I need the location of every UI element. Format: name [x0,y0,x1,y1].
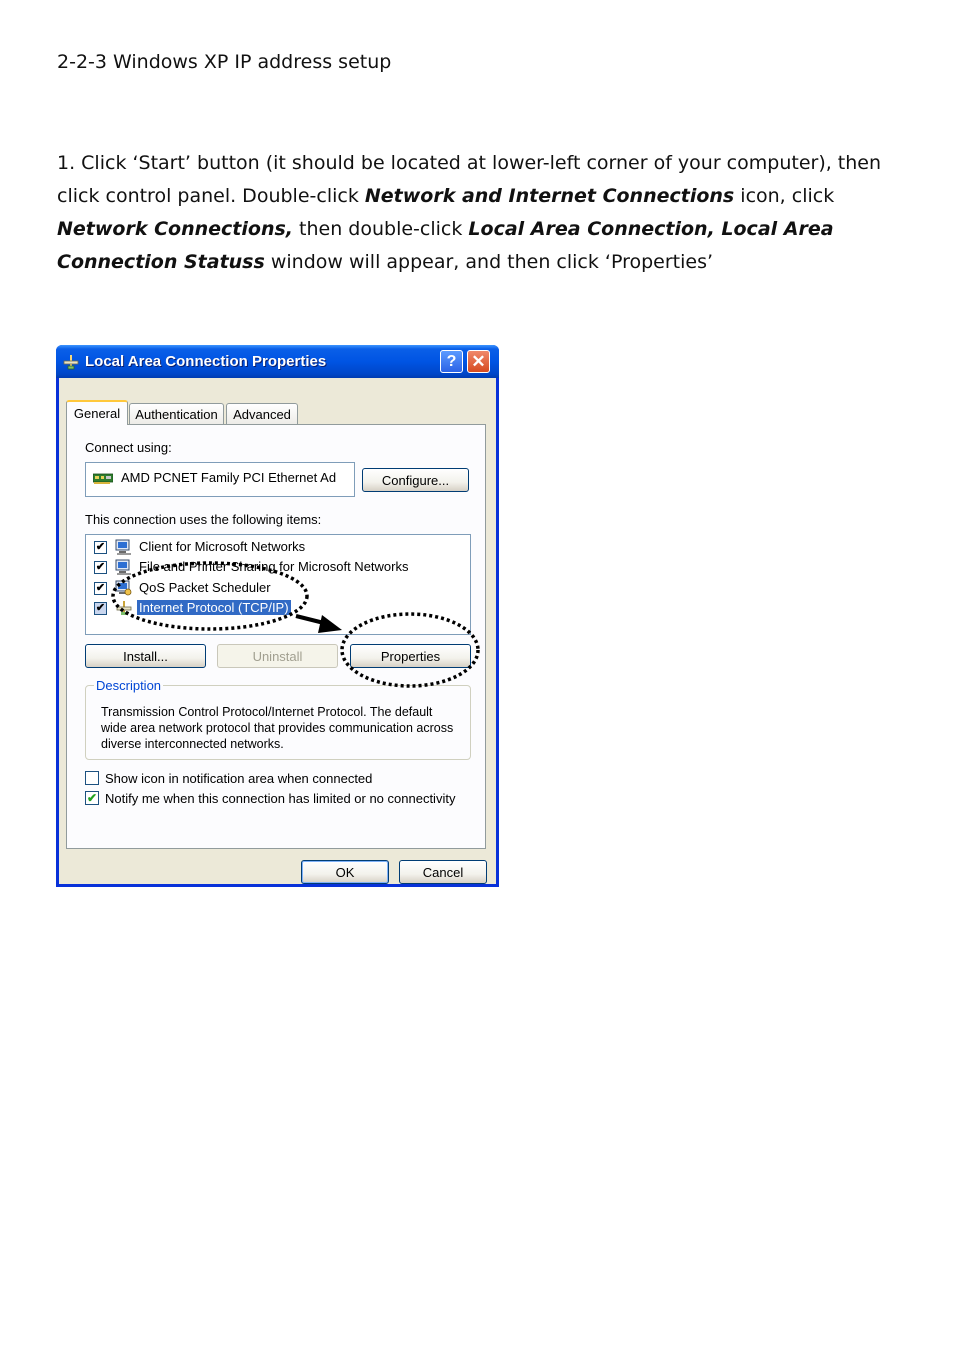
instruction-bold-3: Local Area Connection, Local Area Connection Statuss [57,218,834,273]
help-icon: ? [446,352,457,370]
item-label: Client for Microsoft Networks [139,539,306,554]
help-button[interactable] [440,350,463,373]
instruction-bold-1: Network and Internet Connections [364,185,735,207]
close-button[interactable] [467,350,490,373]
description-text: Transmission Control Protocol/Internet Protocol. The default wide area network protocol that provides communication across diverse interconnected networks. [101,705,454,751]
ok-button[interactable]: OK [301,860,389,884]
notify-checkbox[interactable]: ✔ [86,791,98,805]
instruction-text-4: window will appear, and then click ‘Properties’ [264,251,714,273]
items-label: This connection uses the following items: [85,512,322,527]
description-title: Description [96,678,162,693]
item-checkbox[interactable]: ✔ [95,582,106,594]
install-button[interactable]: Install... [85,644,206,668]
dialog-client-area [59,378,496,884]
general-tab-panel [66,424,486,849]
local-area-connection-properties-dialog [56,345,499,887]
tcp-ip-protocol-icon [115,600,133,617]
tab-authentication[interactable]: Authentication [129,403,224,425]
description-groupbox [85,678,471,760]
instruction-bold-2: Network Connections, [57,218,293,240]
tab-general[interactable]: General [66,400,128,425]
tab-advanced[interactable]: Advanced [226,403,298,425]
instruction-text-2: icon, click [734,185,835,207]
doc-instructions [57,147,907,279]
item-label-selected: Internet Protocol (TCP/IP) [139,600,289,615]
item-checkbox[interactable]: ✔ [95,541,106,553]
item-label: QoS Packet Scheduler [139,580,271,595]
item-checkbox[interactable]: ✔ [95,602,106,614]
client-network-icon [115,539,133,556]
components-list[interactable] [85,534,471,635]
adapter-field [85,462,355,497]
instruction-text-1: 1. Click ‘Start’ button (it should be located at lower-left corner of your computer), then click control panel. Double-click [57,152,882,207]
adapter-name: AMD PCNET Family PCI Ethernet Ad [121,470,337,485]
doc-heading: 2-2-3 Windows XP IP address setup [57,51,392,73]
cancel-button[interactable]: Cancel [399,860,487,884]
show-icon-checkbox[interactable] [85,771,99,785]
uninstall-button[interactable]: Uninstall [217,644,338,668]
close-icon: ✕ [471,351,486,371]
configure-button[interactable]: Configure... [362,468,469,492]
show-icon-label: Show icon in notification area when connected [105,771,373,786]
dialog-title: Local Area Connection Properties [85,353,327,370]
network-adapter-icon [93,472,113,484]
connect-using-label: Connect using: [85,440,172,455]
dialog-titlebar[interactable] [56,345,499,378]
properties-button[interactable]: Properties [350,644,471,668]
qos-scheduler-icon [115,580,133,597]
file-printer-sharing-icon [115,559,133,576]
instruction-text-3: then double-click [293,218,469,240]
item-label: File and Printer Sharing for Microsoft Networks [139,559,409,574]
item-checkbox[interactable]: ✔ [95,561,106,573]
network-connection-icon [62,354,80,370]
notify-label: Notify me when this connection has limited or no connectivity [105,791,456,806]
